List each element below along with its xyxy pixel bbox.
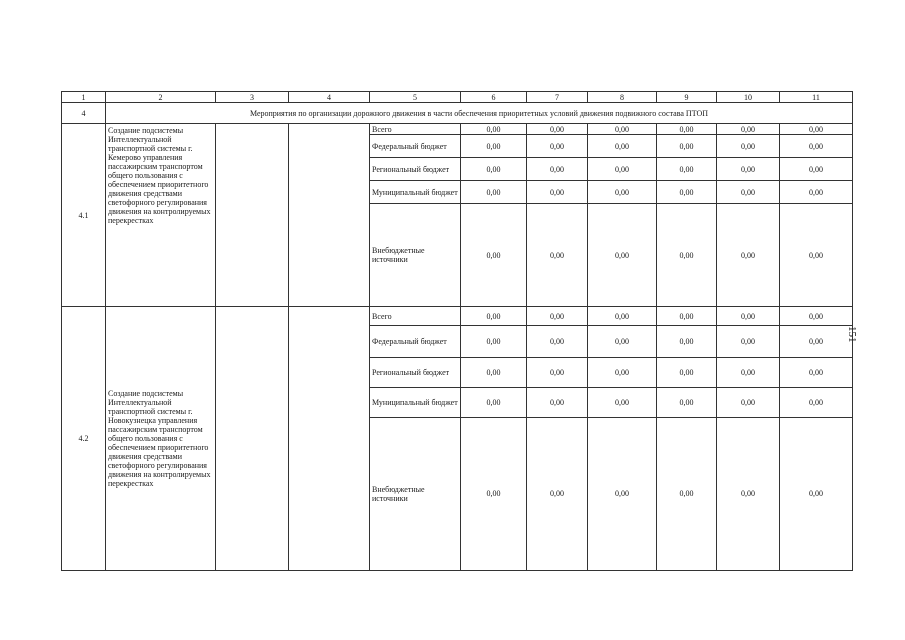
column-number: 2 [106, 92, 216, 103]
value-cell: 0,00 [588, 417, 657, 570]
page-number: 151 [846, 326, 858, 343]
empty-cell [289, 307, 370, 571]
value-cell: 0,00 [717, 307, 780, 326]
section-row [62, 103, 853, 124]
funding-source: Федеральный бюджет [370, 135, 461, 158]
column-number-row [62, 92, 853, 103]
value-cell: 0,00 [588, 124, 657, 135]
empty-cell [216, 124, 289, 307]
value-cell: 0,00 [657, 135, 717, 158]
funding-source: Внебюджетные источники [370, 417, 461, 570]
value-cell: 0,00 [717, 135, 780, 158]
value-cell: 0,00 [461, 181, 527, 204]
column-number: 5 [370, 92, 461, 103]
value-cell: 0,00 [780, 181, 853, 204]
value-cell: 0,00 [780, 387, 853, 417]
funding-source: Внебюджетные источники [370, 204, 461, 307]
value-cell: 0,00 [588, 158, 657, 181]
column-number: 7 [527, 92, 588, 103]
funding-source: Всего [370, 307, 461, 326]
column-number: 11 [780, 92, 853, 103]
measure-description: Создание подсистемы Интеллектуальной транспортной системы г. Новокузнецка управления пассажирским транспортом общего пользования с обеспечением приоритетного движения средствами светофорного регулирования движения на контролируемых перекрестках [106, 307, 216, 571]
value-cell: 0,00 [717, 158, 780, 181]
value-cell: 0,00 [461, 387, 527, 417]
value-cell: 0,00 [461, 326, 527, 357]
row-number: 4.1 [62, 124, 106, 307]
value-cell: 0,00 [527, 124, 588, 135]
value-cell: 0,00 [657, 158, 717, 181]
funding-source: Всего [370, 124, 461, 135]
value-cell: 0,00 [588, 204, 657, 307]
value-cell: 0,00 [717, 357, 780, 387]
value-cell: 0,00 [527, 387, 588, 417]
value-cell: 0,00 [461, 417, 527, 570]
value-cell: 0,00 [657, 357, 717, 387]
funding-source: Муниципальный бюджет [370, 387, 461, 417]
funding-source: Федеральный бюджет [370, 326, 461, 357]
section-number: 4 [62, 103, 106, 124]
value-cell: 0,00 [780, 357, 853, 387]
value-cell: 0,00 [588, 307, 657, 326]
value-cell: 0,00 [461, 135, 527, 158]
value-cell: 0,00 [657, 307, 717, 326]
empty-cell [216, 307, 289, 571]
value-cell: 0,00 [717, 124, 780, 135]
value-cell: 0,00 [657, 124, 717, 135]
value-cell: 0,00 [461, 307, 527, 326]
value-cell: 0,00 [657, 326, 717, 357]
value-cell: 0,00 [588, 181, 657, 204]
value-cell: 0,00 [527, 204, 588, 307]
funding-source: Муниципальный бюджет [370, 181, 461, 204]
funding-source: Региональный бюджет [370, 158, 461, 181]
value-cell: 0,00 [717, 387, 780, 417]
value-cell: 0,00 [461, 204, 527, 307]
column-number: 9 [657, 92, 717, 103]
value-cell: 0,00 [527, 326, 588, 357]
column-number: 8 [588, 92, 657, 103]
value-cell: 0,00 [717, 326, 780, 357]
value-cell: 0,00 [461, 158, 527, 181]
row-number: 4.2 [62, 307, 106, 571]
value-cell: 0,00 [527, 181, 588, 204]
value-cell: 0,00 [780, 417, 853, 570]
value-cell: 0,00 [780, 135, 853, 158]
value-cell: 0,00 [657, 417, 717, 570]
value-cell: 0,00 [461, 124, 527, 135]
value-cell: 0,00 [780, 124, 853, 135]
value-cell: 0,00 [461, 357, 527, 387]
value-cell: 0,00 [780, 307, 853, 326]
value-cell: 0,00 [780, 204, 853, 307]
value-cell: 0,00 [527, 357, 588, 387]
empty-cell [289, 124, 370, 307]
value-cell: 0,00 [588, 387, 657, 417]
column-number: 1 [62, 92, 106, 103]
column-number: 10 [717, 92, 780, 103]
value-cell: 0,00 [588, 357, 657, 387]
section-title: Мероприятия по организации дорожного движения в части обеспечения приоритетных условий движения подвижного состава ПТОП [106, 103, 853, 124]
measure-description: Создание подсистемы Интеллектуальной транспортной системы г. Кемерово управления пассажирским транспортом общего пользования с обеспечением приоритетного движения средствами светофорного регулирования движения на контролируемых перекрестках [106, 124, 216, 307]
value-cell: 0,00 [717, 417, 780, 570]
value-cell: 0,00 [527, 158, 588, 181]
value-cell: 0,00 [527, 417, 588, 570]
value-cell: 0,00 [588, 326, 657, 357]
table-row [62, 307, 853, 326]
value-cell: 0,00 [657, 204, 717, 307]
value-cell: 0,00 [588, 135, 657, 158]
column-number: 3 [216, 92, 289, 103]
value-cell: 0,00 [717, 181, 780, 204]
funding-table [61, 91, 853, 571]
value-cell: 0,00 [780, 326, 853, 357]
column-number: 6 [461, 92, 527, 103]
column-number: 4 [289, 92, 370, 103]
funding-source: Региональный бюджет [370, 357, 461, 387]
value-cell: 0,00 [657, 387, 717, 417]
value-cell: 0,00 [780, 158, 853, 181]
value-cell: 0,00 [717, 204, 780, 307]
value-cell: 0,00 [527, 135, 588, 158]
value-cell: 0,00 [527, 307, 588, 326]
value-cell: 0,00 [657, 181, 717, 204]
table-row [62, 124, 853, 135]
